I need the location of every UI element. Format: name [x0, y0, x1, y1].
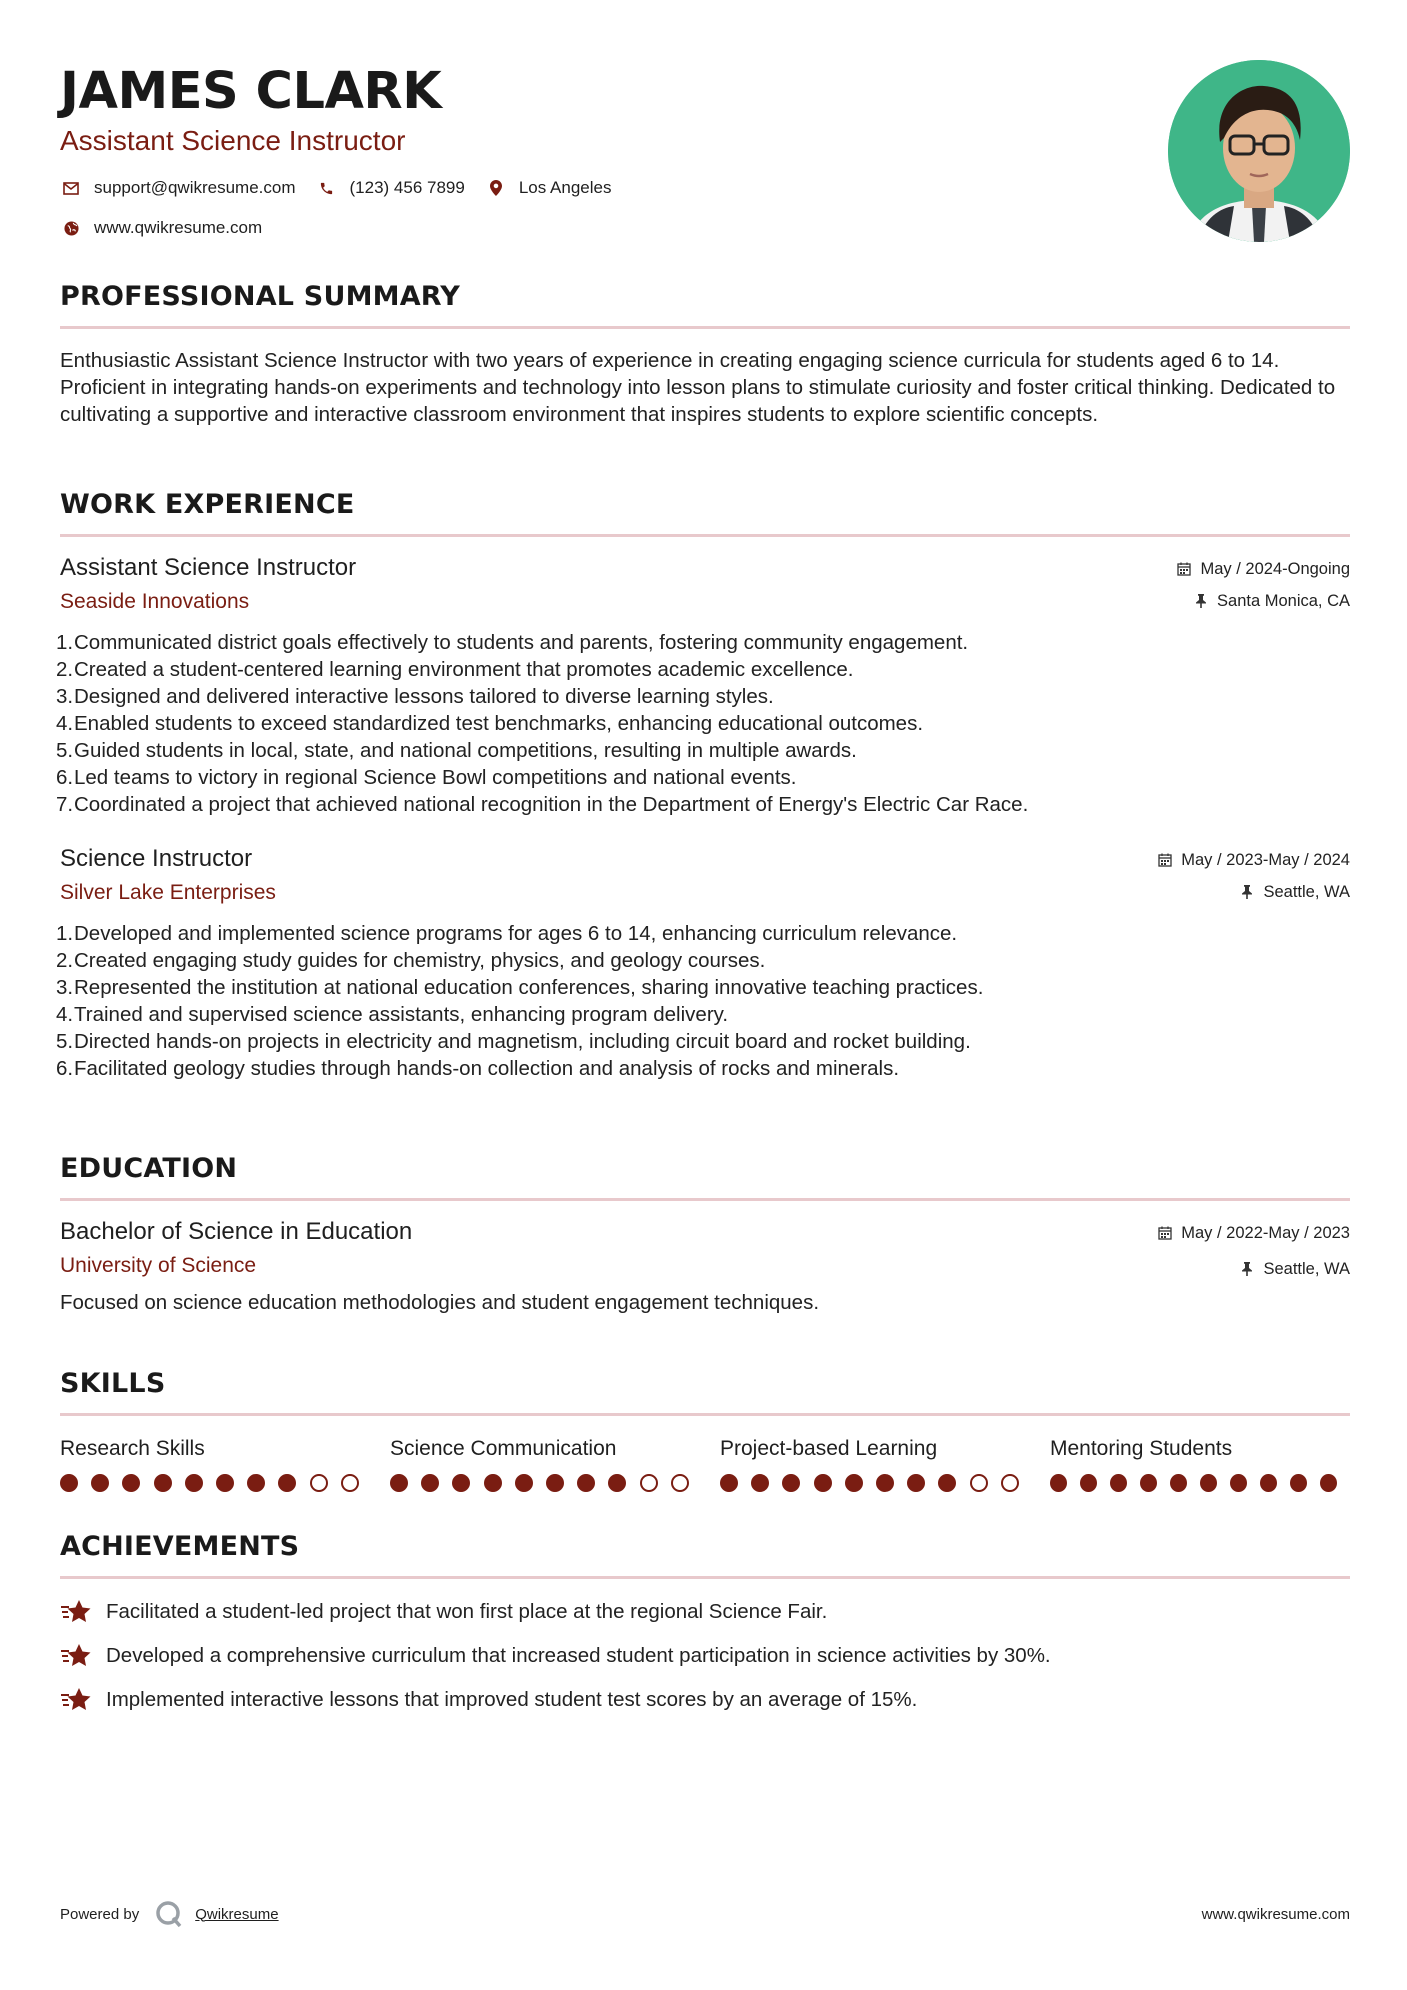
- rating-dot-filled: [515, 1474, 533, 1492]
- email-text: support@qwikresume.com: [94, 178, 296, 197]
- profile-avatar-illustration: [1168, 60, 1350, 242]
- star-award-icon: [60, 1686, 92, 1714]
- education-description: Focused on science education methodologies and student engagement techniques.: [60, 1291, 820, 1314]
- rating-dot-filled: [1290, 1474, 1307, 1492]
- rating-dot-filled: [247, 1474, 265, 1492]
- rating-dot-empty: [970, 1474, 988, 1492]
- rating-dot-filled: [938, 1474, 956, 1492]
- contact-website[interactable]: [60, 218, 262, 238]
- job-location: Seattle, WA: [1157, 882, 1350, 902]
- list-item: 2. Created a student-centered learning environment that promotes academic excellence.: [56, 658, 854, 681]
- candidate-name: JAMES CLARK: [60, 62, 442, 121]
- candidate-title: Assistant Science Instructor: [60, 125, 406, 156]
- skill-rating: [390, 1474, 720, 1492]
- education-location: Seattle, WA: [1157, 1259, 1350, 1279]
- footer-website[interactable]: www.qwikresume.com: [1201, 1905, 1350, 1923]
- list-item: Facilitated a student-led project that won first place at the regional Science Fair.: [60, 1597, 1350, 1627]
- education-heading: EDUCATION: [60, 1153, 238, 1184]
- location-text: Los Angeles: [518, 178, 612, 197]
- powered-by: Powered by Qwikresume: [60, 1900, 279, 1928]
- qwikresume-link[interactable]: Qwikresume: [195, 1905, 279, 1923]
- skills-section: [60, 1367, 1350, 1492]
- job-bullets: [56, 629, 1350, 818]
- education-dates: May / 2022-May / 2023: [1157, 1223, 1350, 1243]
- rating-dot-filled: [720, 1474, 738, 1492]
- rating-dot-filled: [1260, 1474, 1277, 1492]
- list-item: 3. Represented the institution at national education conferences, sharing innovative teaching practices.: [56, 976, 984, 999]
- list-item: 4. Trained and supervised science assistants, enhancing program delivery.: [56, 1003, 729, 1026]
- star-award-icon: [60, 1642, 92, 1670]
- section-divider: [60, 1198, 1350, 1201]
- contact-location: [485, 178, 612, 198]
- skill-rating: [60, 1474, 390, 1492]
- phone-text: (123) 456 7899: [349, 178, 465, 197]
- rating-dot-filled: [484, 1474, 502, 1492]
- pushpin-icon: [1239, 884, 1255, 900]
- summary-heading: PROFESSIONAL SUMMARY: [60, 281, 461, 312]
- contact-row-2: [60, 218, 1060, 238]
- experience-heading: WORK EXPERIENCE: [60, 489, 355, 520]
- summary-text: Enthusiastic Assistant Science Instructor with two years of experience in creating engaging science curricula for students aged 6 to 14. Proficient in integrating hands-on experiments and technology into lesson plans to stimulate curiosity and foster critical thinking. Dedicated to cultivating a supportive and interactive classroom environment that inspires students to explore scientific concepts.: [60, 349, 1336, 426]
- achievements-list: [60, 1597, 1350, 1715]
- rating-dot-filled: [1050, 1474, 1067, 1492]
- list-item: 1. Communicated district goals effectively to students and parents, fostering community engagement.: [56, 631, 969, 654]
- rating-dot-filled: [1200, 1474, 1217, 1492]
- job-title: Science Instructor: [60, 845, 253, 872]
- list-item: 5. Guided students in local, state, and national competitions, resulting in multiple awards.: [56, 739, 857, 762]
- contact-row: [60, 178, 1060, 198]
- rating-dot-filled: [122, 1474, 140, 1492]
- rating-dot-filled: [452, 1474, 470, 1492]
- rating-dot-filled: [782, 1474, 800, 1492]
- globe-icon: [60, 218, 82, 238]
- section-divider: [60, 1413, 1350, 1416]
- contact-email[interactable]: [60, 178, 296, 198]
- skill-item: Mentoring Students: [1050, 1436, 1350, 1492]
- skill-item: Research Skills: [60, 1436, 390, 1492]
- rating-dot-filled: [1140, 1474, 1157, 1492]
- school-name: University of Science: [60, 1254, 257, 1277]
- website-text: www.qwikresume.com: [94, 218, 263, 237]
- section-divider: [60, 534, 1350, 537]
- achievements-section: [60, 1530, 1350, 1715]
- list-item: 4. Enabled students to exceed standardized test benchmarks, enhancing educational outcomes.: [56, 712, 924, 735]
- section-divider: [60, 326, 1350, 329]
- experience-section: [56, 488, 1350, 1082]
- job-entry: [56, 844, 1350, 1082]
- list-item: 7. Coordinated a project that achieved national recognition in the Department of Energy's Electric Car Race.: [56, 793, 1029, 816]
- list-item: Implemented interactive lessons that improved student test scores by an average of 15%.: [60, 1685, 1350, 1715]
- profile-photo: [1168, 60, 1350, 242]
- rating-dot-filled: [1170, 1474, 1187, 1492]
- rating-dot-filled: [577, 1474, 595, 1492]
- page-footer: [60, 1900, 1350, 1928]
- job-location: Santa Monica, CA: [1176, 591, 1350, 611]
- job-company: Seaside Innovations: [60, 590, 250, 613]
- calendar-icon: [1176, 561, 1192, 577]
- job-title: Assistant Science Instructor: [60, 554, 357, 581]
- rating-dot-filled: [421, 1474, 439, 1492]
- star-award-icon: [60, 1598, 92, 1626]
- rating-dot-empty: [310, 1474, 328, 1492]
- rating-dot-filled: [91, 1474, 109, 1492]
- education-section: [60, 1152, 1350, 1316]
- rating-dot-filled: [216, 1474, 234, 1492]
- rating-dot-filled: [845, 1474, 863, 1492]
- rating-dot-empty: [640, 1474, 658, 1492]
- rating-dot-empty: [341, 1474, 359, 1492]
- rating-dot-filled: [751, 1474, 769, 1492]
- list-item: Developed a comprehensive curriculum that increased student participation in science activities by 30%.: [60, 1641, 1350, 1671]
- list-item: 3. Designed and delivered interactive lessons tailored to diverse learning styles.: [56, 685, 774, 708]
- rating-dot-filled: [1230, 1474, 1247, 1492]
- rating-dot-filled: [154, 1474, 172, 1492]
- skills-list: [60, 1436, 1350, 1492]
- rating-dot-filled: [876, 1474, 894, 1492]
- job-dates: May / 2023-May / 2024: [1157, 850, 1350, 870]
- rating-dot-empty: [1001, 1474, 1019, 1492]
- map-pin-icon: [485, 178, 507, 198]
- list-item: 2. Created engaging study guides for chemistry, physics, and geology courses.: [56, 949, 766, 972]
- qwikresume-logo-icon: [155, 1900, 183, 1928]
- rating-dot-filled: [814, 1474, 832, 1492]
- calendar-icon: [1157, 1225, 1173, 1241]
- job-entry: [56, 553, 1350, 818]
- skill-item: Project-based Learning: [720, 1436, 1050, 1492]
- calendar-icon: [1157, 852, 1173, 868]
- skill-rating: [720, 1474, 1050, 1492]
- rating-dot-filled: [608, 1474, 626, 1492]
- pushpin-icon: [1193, 593, 1209, 609]
- job-company: Silver Lake Enterprises: [60, 881, 276, 904]
- contact-phone[interactable]: [316, 178, 465, 198]
- phone-icon: [316, 178, 338, 198]
- rating-dot-filled: [546, 1474, 564, 1492]
- summary-section: [60, 280, 1350, 428]
- job-dates: May / 2024-Ongoing: [1176, 559, 1350, 579]
- rating-dot-filled: [60, 1474, 78, 1492]
- skills-heading: SKILLS: [60, 1368, 166, 1399]
- rating-dot-filled: [1110, 1474, 1127, 1492]
- rating-dot-empty: [671, 1474, 689, 1492]
- rating-dot-filled: [390, 1474, 408, 1492]
- envelope-icon: [60, 178, 82, 198]
- skill-item: Science Communication: [390, 1436, 720, 1492]
- rating-dot-filled: [1320, 1474, 1337, 1492]
- rating-dot-filled: [907, 1474, 925, 1492]
- rating-dot-filled: [278, 1474, 296, 1492]
- pushpin-icon: [1239, 1261, 1255, 1277]
- list-item: 5. Directed hands-on projects in electricity and magnetism, including circuit board and rocket building.: [56, 1030, 971, 1053]
- education-entry: [60, 1217, 1350, 1316]
- rating-dot-filled: [185, 1474, 203, 1492]
- list-item: 6. Facilitated geology studies through hands-on collection and analysis of rocks and minerals.: [56, 1057, 900, 1080]
- list-item: 6. Led teams to victory in regional Science Bowl competitions and national events.: [56, 766, 797, 789]
- section-divider: [60, 1576, 1350, 1579]
- rating-dot-filled: [1080, 1474, 1097, 1492]
- skill-rating: [1050, 1474, 1350, 1492]
- achievements-heading: ACHIEVEMENTS: [60, 1531, 300, 1562]
- list-item: 1. Developed and implemented science programs for ages 6 to 14, enhancing curriculum relevance.: [56, 922, 958, 945]
- degree-title: Bachelor of Science in Education: [60, 1218, 413, 1245]
- resume-header: [60, 62, 1060, 238]
- job-bullets: [56, 920, 1350, 1082]
